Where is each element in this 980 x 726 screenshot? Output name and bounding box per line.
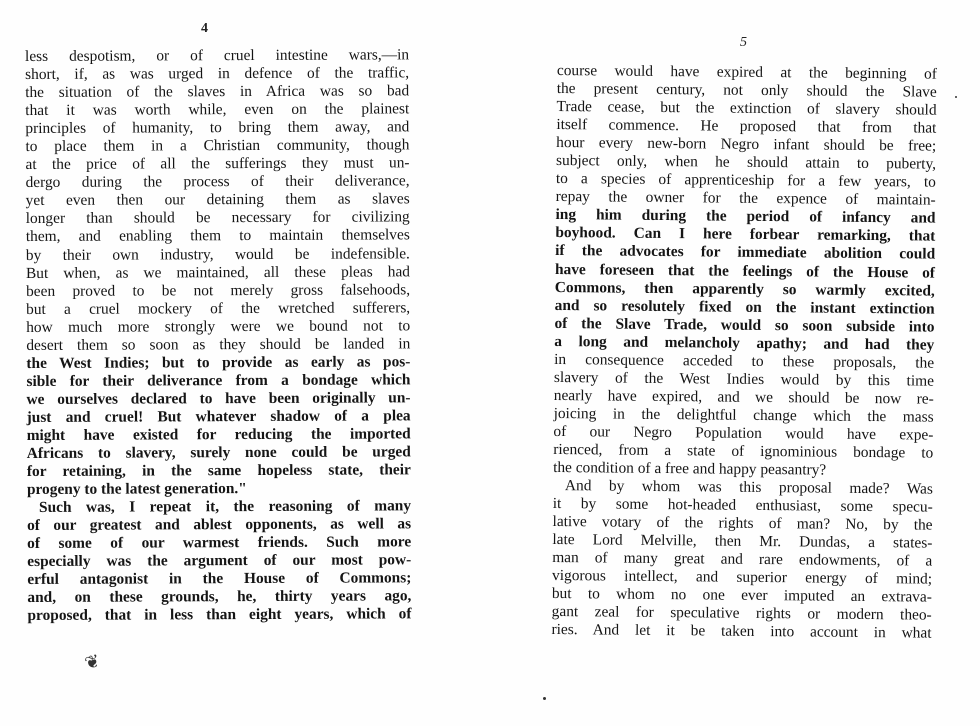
ink-speck (543, 697, 546, 700)
text-line: slavery of the West Indies would by this time (553, 368, 935, 390)
text-line: to place them in a Christian community, though (25, 136, 410, 156)
text-line: erful antagonist in the House of Commons; (27, 569, 412, 589)
left-page-number: 4 (201, 21, 208, 36)
text-line: the West Indies; but to provide as early as pos- (26, 353, 411, 372)
text-line: principles of humanity, to bring them away, and (25, 118, 410, 138)
text-line: subject only, when he should attain to puberty, (555, 152, 937, 173)
text-line: course would have expired at the beginning of (556, 62, 937, 83)
text-line: lative votary of the rights of man? No, by the (552, 513, 933, 534)
text-line: joicing in the delightful change which the mass (553, 404, 934, 426)
text-line: a long and melancholy apathy; and had they (554, 332, 935, 354)
text-line: have foreseen that the feelings of the House of (554, 260, 936, 282)
right-page-number: 5 (740, 35, 747, 50)
text-line: but to whom no one ever imputed an extrava- (551, 585, 932, 606)
text-line: by their own industry, would be indefensible. (25, 244, 410, 264)
text-line: But when, as we maintained, all these pleas had (25, 262, 411, 282)
text-line: proposed, that in less than eight years, which of (27, 605, 412, 625)
text-line: but a cruel mockery of the wretched sufferers, (26, 298, 411, 318)
text-line: at the price of all the sufferings they must un- (25, 154, 410, 174)
text-line: for retaining, in the same hopeless state, their (26, 461, 411, 481)
text-line: itself commence. He proposed that from that (556, 116, 937, 137)
text-line: been proved to be not merely gross falsehoods, (26, 280, 411, 300)
text-line: of our Negro Population would have expe- (553, 422, 934, 444)
text-line: especially was the argument of our most pow- (27, 551, 412, 571)
text-line: ries. And let it be taken into account in what (551, 621, 932, 643)
text-line: late Lord Melville, then Mr. Dundas, a states- (552, 531, 933, 552)
text-line: and, on these grounds, he, thirty years ago, (27, 587, 412, 607)
text-line: might have existed for reducing the imported (26, 425, 411, 444)
text-line: in consequence acceded to these proposals, the (554, 350, 935, 372)
text-line: if the advocates for immediate abolition could (555, 242, 936, 264)
right-page-text (551, 62, 937, 643)
text-line: progeny to the latest generation." (26, 480, 247, 499)
text-line: repay the owner for the expence of maintain- (555, 188, 936, 209)
text-line: how much more strongly were we bound not to (26, 317, 411, 336)
text-line: just and cruel! But whatever shadow of a plea (26, 407, 411, 426)
text-line: to a species of apprenticeship for a few years, to (555, 170, 936, 191)
text-line: of some of our warmest friends. Such more (27, 533, 412, 553)
text-line: nearly have expired, and we should be now re- (553, 386, 934, 408)
text-line: of our greatest and ablest opponents, as well as (27, 515, 412, 535)
text-line: desert them so soon as they should be landed in (26, 335, 411, 354)
text-line: Commons, then apparently so warmly excited, (554, 278, 935, 300)
text-line: Africans to slavery, surely none could be urged (26, 443, 411, 463)
text-line: it by some hot-headed enthusiast, some specu- (552, 495, 933, 516)
text-line: the situation of the slaves in Africa was so bad (25, 82, 410, 102)
right-page (490, 0, 980, 726)
text-line: and so resolutely fixed on the instant extinction (554, 296, 935, 318)
text-line: that it was worth while, even on the plainest (25, 100, 410, 120)
text-line: we ourselves declared to have been originally un- (26, 389, 411, 408)
text-line: Trade cease, but the extinction of slavery should (556, 98, 937, 119)
text-line: And by whom was this proposal made? Was (564, 477, 933, 498)
text-line: sible for their deliverance from a bondage which (26, 371, 411, 390)
text-line: them, and enabling them to maintain themselves (25, 226, 410, 246)
text-line: hour every new-born Negro infant should be free; (556, 134, 937, 155)
text-line: man of many great and rare endowments, of a (552, 549, 933, 570)
text-line: the condition of a free and happy peasantry? (553, 459, 827, 479)
text-line: of the Slave Trade, would so soon subside into (554, 314, 935, 336)
text-line: the present century, not only should the Slave (556, 80, 937, 101)
text-line: longer than should be necessary for civilizing (25, 208, 410, 228)
text-line: short, if, as was urged in defence of the traffic, (25, 64, 410, 84)
text-line: less despotism, or of cruel intestine wars,—in (25, 46, 410, 65)
text-line: boyhood. Can I here forbear remarking, that (555, 224, 936, 246)
left-page-text (25, 46, 412, 625)
text-line: Such was, I repeat it, the reasoning of many (38, 497, 412, 517)
text-line: dergo during the process of their deliverance, (25, 172, 410, 192)
text-line: rienced, from a state of ignominious bondage to (553, 440, 934, 462)
text-line: gant zeal for speculative rights or modern theo- (551, 603, 932, 625)
text-line: ing him during the period of infancy and (555, 206, 936, 228)
printer-ornament-icon: ❦ (82, 650, 103, 674)
ink-speck (955, 96, 957, 98)
text-line: vigorous intellect, and superior energy of mind; (551, 567, 933, 588)
text-line: yet even then our detaining them as slaves (25, 190, 410, 210)
